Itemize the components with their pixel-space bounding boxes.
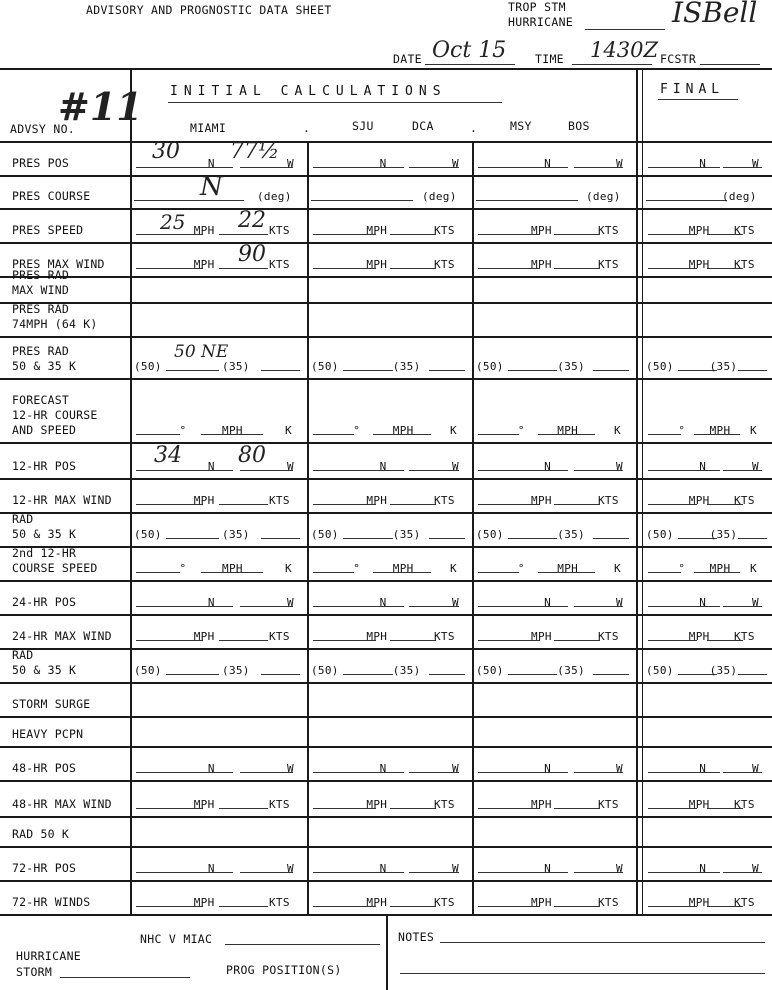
r11-c0-k: K [285, 562, 292, 575]
r18-c3-mph: MPH [688, 798, 710, 811]
r0-c0-n: N [207, 157, 215, 170]
sheet-title: ADVISORY AND PROGNOSTIC DATA SHEET [86, 3, 332, 17]
r18-c3-kts: KTS [734, 798, 755, 811]
r20-c0-w: W [287, 862, 294, 875]
r1-c3-deg: (deg) [722, 190, 757, 203]
r18-c1-mph: MPH [366, 798, 388, 811]
r3-c2-kts: KTS [598, 258, 619, 271]
row-label-21: 72-HR WINDS [12, 895, 91, 909]
r7-c1-deg: ° [353, 424, 361, 437]
row-label-20: 72-HR POS [12, 861, 77, 875]
r6-c2-r35: (35) [557, 360, 585, 373]
r7-c2-deg: ° [517, 424, 525, 437]
r13-c1-kts: KTS [434, 630, 455, 643]
final-header: FINAL [660, 82, 725, 97]
r8-c0-w: W [287, 460, 294, 473]
r7-c0-deg: ° [179, 424, 187, 437]
footer-hurricane: HURRICANE [16, 949, 82, 963]
r7-c1-mph: MPH [392, 424, 414, 437]
r2-c0-mph: MPH [193, 224, 215, 237]
r13-c3-mph: MPH [688, 630, 710, 643]
r17-c2-w: W [616, 762, 623, 775]
r17-c0-n: N [207, 762, 215, 775]
r17-c3-n: N [699, 762, 707, 775]
r12-c2-w: W [616, 596, 623, 609]
storm-type-trop-stm: TROP STM [508, 0, 566, 14]
r2-c1-kts: KTS [434, 224, 455, 237]
row-label-17: 48-HR POS [12, 761, 77, 775]
r14-c0-r50: (50) [134, 664, 162, 677]
r3-c1-kts: KTS [434, 258, 455, 271]
r0-c2-w: W [616, 157, 623, 170]
r12-c3-n: N [699, 596, 707, 609]
r6-c2-r50: (50) [476, 360, 504, 373]
r13-c1-mph: MPH [366, 630, 388, 643]
office-sju: SJU [352, 119, 374, 133]
r7-c0-k: K [285, 424, 292, 437]
r12-c0-n: N [207, 596, 215, 609]
r14-c0-r35: (35) [222, 664, 250, 677]
r6-c3-r50: (50) [646, 360, 674, 373]
r0-c1-w: W [452, 157, 459, 170]
r17-c3-w: W [752, 762, 759, 775]
r18-c0-kts: KTS [269, 798, 290, 811]
r8-c3-w: W [752, 460, 759, 473]
r7-c3-deg: ° [678, 424, 686, 437]
r20-c1-n: N [379, 862, 387, 875]
r2-c1-mph: MPH [366, 224, 388, 237]
row-label-4: PRES RAD MAX WIND [12, 268, 69, 297]
r10-c0-r35: (35) [222, 528, 250, 541]
r20-c3-n: N [699, 862, 707, 875]
r0-c0-w: W [287, 157, 294, 170]
r9-c2-kts: KTS [598, 494, 619, 507]
r8-c1-n: N [379, 460, 387, 473]
r3-c0-mph: MPH [193, 258, 215, 271]
r21-c3-mph: MPH [688, 896, 710, 909]
row-label-3: PRES MAX WIND [12, 257, 105, 271]
r12-c0-w: W [287, 596, 294, 609]
date-value: Oct 15 [432, 38, 507, 63]
office-dca: DCA [412, 119, 434, 133]
r20-c1-w: W [452, 862, 459, 875]
r9-c1-kts: KTS [434, 494, 455, 507]
r20-c3-w: W [752, 862, 759, 875]
r11-c2-k: K [614, 562, 621, 575]
hw-pres-pos-lon: 77½ [230, 139, 280, 164]
r13-c0-kts: KTS [269, 630, 290, 643]
hw-12hr-pos-lon: 80 [238, 443, 266, 468]
r7-c2-mph: MPH [557, 424, 579, 437]
r12-c1-n: N [379, 596, 387, 609]
r10-c0-r50: (50) [134, 528, 162, 541]
r10-c1-r35: (35) [392, 528, 421, 541]
r17-c2-n: N [544, 762, 552, 775]
r6-c1-r50: (50) [311, 360, 339, 373]
r3-c2-mph: MPH [531, 258, 552, 271]
r10-c3-r35: (35) [709, 528, 738, 541]
r8-c0-n: N [207, 460, 215, 473]
r17-c0-w: W [287, 762, 294, 775]
r7-c1-k: K [450, 424, 457, 437]
r13-c3-kts: KTS [734, 630, 755, 643]
r2-c2-mph: MPH [531, 224, 552, 237]
r14-c1-r50: (50) [311, 664, 339, 677]
r10-c1-r50: (50) [311, 528, 339, 541]
r9-c0-kts: KTS [269, 494, 290, 507]
storm-type-hurricane: HURRICANE [508, 15, 574, 29]
row-label-13: 24-HR MAX WIND [12, 629, 112, 643]
footer-prog-positions: PROG POSITION(S) [226, 963, 342, 977]
hw-pres-course: N [200, 172, 223, 202]
r0-c3-n: N [699, 157, 707, 170]
r12-c3-w: W [752, 596, 759, 609]
r6-c1-r35: (35) [392, 360, 421, 373]
r6-c3-r35: (35) [709, 360, 738, 373]
r10-c3-r50: (50) [646, 528, 674, 541]
office-miami: MIAMI [190, 121, 227, 135]
row-label-5: PRES RAD 74MPH (64 K) [12, 302, 98, 331]
row-label-1: PRES COURSE [12, 189, 91, 203]
r11-c2-deg: ° [517, 562, 525, 575]
r11-c3-k: K [750, 562, 757, 575]
r11-c1-mph: MPH [392, 562, 414, 575]
r9-c2-mph: MPH [531, 494, 552, 507]
r14-c2-r50: (50) [476, 664, 504, 677]
r18-c0-mph: MPH [193, 798, 215, 811]
r18-c2-kts: KTS [598, 798, 619, 811]
r9-c3-mph: MPH [688, 494, 710, 507]
forecaster-label: FCSTR [660, 52, 697, 66]
r17-c1-w: W [452, 762, 459, 775]
row-label-2: PRES SPEED [12, 223, 84, 237]
r8-c2-n: N [544, 460, 552, 473]
hw-pres-speed-kts: 22 [238, 208, 266, 233]
row-label-15: STORM SURGE [12, 697, 91, 711]
r7-c3-k: K [750, 424, 757, 437]
initial-calculations-header: INITIAL CALCULATIONS [170, 84, 447, 99]
r3-c1-mph: MPH [366, 258, 388, 271]
r20-c0-n: N [207, 862, 215, 875]
r18-c1-kts: KTS [434, 798, 455, 811]
r21-c2-mph: MPH [531, 896, 552, 909]
r0-c2-n: N [544, 157, 552, 170]
r9-c1-mph: MPH [366, 494, 388, 507]
r1-c2-deg: (deg) [586, 190, 621, 203]
row-label-16: HEAVY PCPN [12, 727, 84, 741]
time-label: TIME [535, 52, 564, 66]
footer-notes: NOTES [398, 930, 435, 944]
r12-c1-w: W [452, 596, 459, 609]
advisory-number: #11 [58, 84, 143, 129]
r14-c2-r35: (35) [557, 664, 585, 677]
r2-c3-mph: MPH [688, 224, 710, 237]
r0-c3-w: W [752, 157, 759, 170]
r3-c3-kts: KTS [734, 258, 755, 271]
r7-c2-k: K [614, 424, 621, 437]
r21-c0-mph: MPH [193, 896, 215, 909]
row-label-0: PRES POS [12, 156, 69, 170]
row-label-10: RAD 50 & 35 K [12, 512, 77, 541]
r8-c1-w: W [452, 460, 459, 473]
row-label-11: 2nd 12-HR COURSE SPEED [12, 546, 98, 575]
r1-c1-deg: (deg) [422, 190, 457, 203]
r1-c0-deg: (deg) [257, 190, 292, 203]
r11-c1-deg: ° [353, 562, 361, 575]
advisory-label: ADVSY NO. [10, 122, 76, 136]
r12-c2-n: N [544, 596, 552, 609]
hw-pres-speed-mph: 25 [160, 210, 186, 234]
row-label-7: FORECAST 12-HR COURSE AND SPEED [12, 393, 98, 437]
row-label-8: 12-HR POS [12, 459, 77, 473]
footer-storm: STORM [16, 965, 53, 979]
r20-c2-n: N [544, 862, 552, 875]
office-bos: BOS [568, 119, 590, 133]
row-label-9: 12-HR MAX WIND [12, 493, 112, 507]
storm-name-handwritten: ISBell [672, 0, 758, 29]
r21-c2-kts: KTS [598, 896, 619, 909]
row-label-19: RAD 50 K [12, 827, 69, 841]
r13-c2-kts: KTS [598, 630, 619, 643]
footer-nhc-v-miac: NHC V MIAC [140, 932, 213, 946]
row-label-6: PRES RAD 50 & 35 K [12, 344, 77, 373]
r13-c0-mph: MPH [193, 630, 215, 643]
r0-c1-n: N [379, 157, 387, 170]
hw-pres-max-wind-kts: 90 [238, 242, 266, 267]
r11-c1-k: K [450, 562, 457, 575]
r21-c1-mph: MPH [366, 896, 388, 909]
r17-c1-n: N [379, 762, 387, 775]
r11-c2-mph: MPH [557, 562, 579, 575]
hw-12hr-pos-lat: 34 [154, 443, 182, 468]
row-label-18: 48-HR MAX WIND [12, 797, 112, 811]
r2-c2-kts: KTS [598, 224, 619, 237]
r8-c3-n: N [699, 460, 707, 473]
office-msy: MSY [510, 119, 532, 133]
r10-c2-r35: (35) [557, 528, 585, 541]
r2-c0-kts: KTS [269, 224, 290, 237]
date-label: DATE [393, 52, 422, 66]
r14-c1-r35: (35) [392, 664, 421, 677]
r8-c2-w: W [616, 460, 623, 473]
r11-c0-deg: ° [179, 562, 187, 575]
r21-c0-kts: KTS [269, 896, 290, 909]
r14-c3-r35: (35) [709, 664, 738, 677]
r11-c0-mph: MPH [222, 562, 243, 575]
r9-c3-kts: KTS [734, 494, 755, 507]
r6-c0-r35: (35) [222, 360, 250, 373]
r13-c2-mph: MPH [531, 630, 552, 643]
r20-c2-w: W [616, 862, 623, 875]
r14-c3-r50: (50) [646, 664, 674, 677]
row-label-14: RAD 50 & 35 K [12, 648, 77, 677]
r11-c3-mph: MPH [709, 562, 731, 575]
r9-c0-mph: MPH [193, 494, 215, 507]
r3-c0-kts: KTS [269, 258, 290, 271]
hw-pres-rad-50: 50 NE [174, 342, 229, 362]
time-value: 1430Z [590, 38, 659, 62]
r10-c2-r50: (50) [476, 528, 504, 541]
r7-c0-mph: MPH [222, 424, 243, 437]
row-label-12: 24-HR POS [12, 595, 77, 609]
r6-c0-r50: (50) [134, 360, 162, 373]
hw-pres-pos-lat: 30 [152, 139, 180, 164]
r21-c3-kts: KTS [734, 896, 755, 909]
r3-c3-mph: MPH [688, 258, 710, 271]
r18-c2-mph: MPH [531, 798, 552, 811]
r11-c3-deg: ° [678, 562, 686, 575]
r21-c1-kts: KTS [434, 896, 455, 909]
r7-c3-mph: MPH [709, 424, 731, 437]
r2-c3-kts: KTS [734, 224, 755, 237]
